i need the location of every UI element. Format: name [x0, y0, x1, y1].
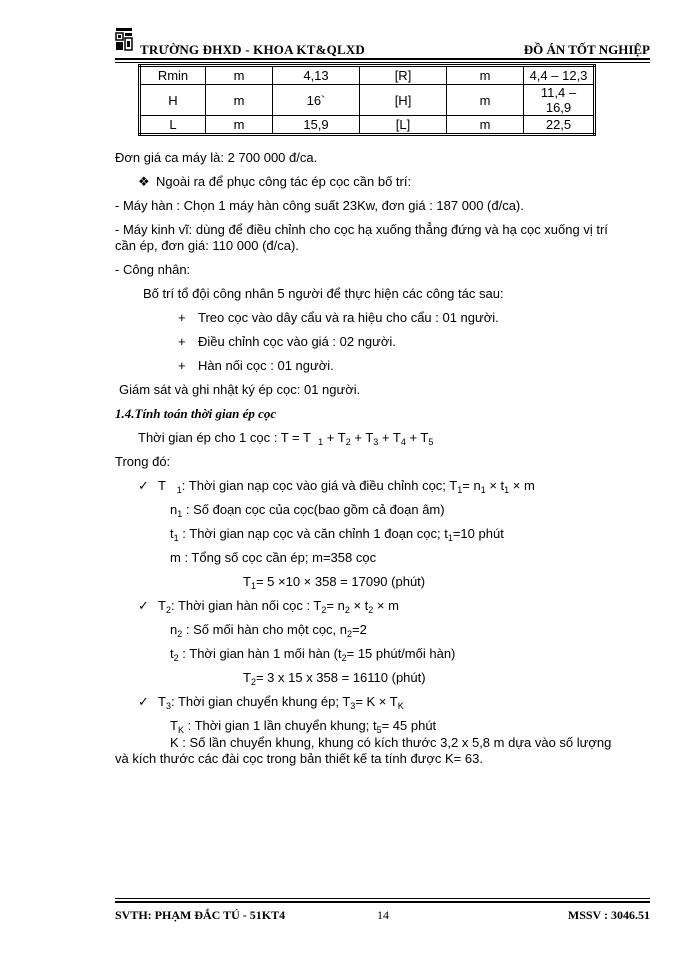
header-school: TRƯỜNG ĐHXD - KHOA KT&QLXD: [140, 42, 366, 57]
paragraph-text: Ngoài ra để phục công tác ép cọc cần bố trí:: [156, 174, 412, 189]
formula-text: : Thời gian chuyển khung ép; T: [170, 694, 351, 709]
workers-heading: - Công nhân:: [115, 262, 191, 277]
table-cell: 4,13: [273, 66, 360, 85]
formula-text: = 45 phút: [381, 718, 437, 733]
formula-text: = 5 ×10 × 358 = 17090 (phút): [255, 574, 426, 589]
m-definition: m : Tổng số cọc cần ép; m=358 cọc: [170, 550, 377, 565]
formula-text: =10 phút: [452, 526, 504, 541]
table-row: [140, 116, 595, 135]
parameter-table: [138, 64, 596, 136]
t1-definition: ✓ T $_1$: Thời gian nạp cọc vào giá và điều chỉnh cọc; $T_1= n_1 \times t_1 \times m$: [138, 478, 535, 495]
welder-paragraph: - Máy hàn : Chọn 1 máy hàn công suất 23Kw, đơn giá : 187 000 (đ/ca).: [115, 198, 524, 213]
table-cell: 11,4 – 16,9: [524, 85, 595, 116]
formula-text: : Thời gian nạp cọc vào giá và điều chỉnh cọc; T: [181, 478, 458, 493]
footer-student-id: MSSV : 3046.51: [567, 908, 650, 922]
university-logo-icon: [115, 26, 133, 52]
table-cell: Rmin: [140, 66, 206, 85]
table-cell: L: [140, 116, 206, 135]
table-cell: 16`: [273, 85, 360, 116]
section-heading-text: 1.4.Tính toán thời gian ép cọc: [115, 406, 277, 421]
section-heading: [115, 406, 276, 422]
total-time-formula: Thời gian ép cho 1 cọc : T = T $_1 + T_2 + T_3 + T_4 + T_5$: [138, 430, 434, 447]
t1-per-segment: $t_1$ : Thời gian nạp cọc và căn chỉnh 1 đoạn cọc; $t_1=10$ phút: [170, 526, 504, 543]
plus-bullet-icon: +: [178, 358, 186, 373]
table-cell: H: [140, 85, 206, 116]
list-item-text: Hàn nối cọc : 01 người.: [198, 358, 334, 373]
page-number: 14: [377, 908, 389, 922]
formula-text: = K × T: [355, 694, 398, 709]
t2-calculation: $T_2= 3$ x 15 x 358 = 16110 (phút): [243, 670, 426, 687]
table-cell: m: [447, 85, 524, 116]
table-cell: [H]: [360, 85, 447, 116]
formula-text: : Số mối hàn cho một cọc, n: [185, 622, 348, 637]
checkmark-icon: ✓: [138, 694, 149, 709]
formula-text: = 15 phút/mối hàn): [346, 646, 456, 661]
table-cell: m: [206, 66, 273, 85]
header-project: ĐỒ ÁN TỐT NGHIỆP: [523, 42, 650, 57]
supervision-paragraph: Giám sát và ghi nhật ký ép cọc: 01 người.: [119, 382, 361, 397]
header-rule-thick: [115, 58, 650, 60]
formula-text: : Thời gian 1 lần chuyển khung; t: [187, 718, 377, 733]
table-cell: 22,5: [524, 116, 595, 135]
k-definition-line2: và kích thước các đài cọc trong bản thiết kế ta tính được K= 63.: [115, 751, 483, 766]
n2-definition: $n_2$ : Số mối hàn cho một cọc, $n_2=2$: [170, 622, 367, 639]
table-cell: [L]: [360, 116, 447, 135]
list-item-text: Treo cọc vào dây cẩu và ra hiệu cho cẩu : 01 người.: [198, 310, 499, 325]
additional-equipment-paragraph: [138, 174, 411, 190]
formula-text: Thời gian ép cho 1 cọc : T = T: [138, 430, 311, 445]
formula-text: =2: [352, 622, 367, 637]
list-item: [178, 334, 396, 349]
footer-rule-thick: [115, 901, 650, 903]
footer-student: SVTH: PHẠM ĐẮC TÚ - 51KT4: [115, 908, 286, 922]
theodolite-paragraph-line1: - Máy kinh vĩ: dùng để điều chỉnh cho cọc hạ xuống thẳng đứng và hạ cọc xuống vị trí: [115, 222, 608, 237]
table-cell: m: [206, 85, 273, 116]
t3-definition: ✓ $T_3$: Thời gian chuyển khung ép; $T_3= K \times T_K$: [138, 694, 404, 711]
table-row: [140, 85, 595, 116]
t1-calculation: $T_1= 5 \times 10 \times 358 = 17090$ (phút): [243, 574, 426, 591]
checkmark-icon: ✓: [138, 598, 149, 613]
diamond-bullet-icon: ❖: [138, 174, 150, 189]
table-cell: 4,4 – 12,3: [524, 66, 595, 85]
formula-text: = 3 x 15 x 358 = 16110 (phút): [255, 670, 426, 685]
table-cell: m: [206, 116, 273, 135]
header-rule-thin: [115, 62, 650, 63]
table-row: [140, 66, 595, 85]
formula-text: : Số đoạn cọc của cọc(bao gồm cả đoạn âm): [185, 502, 445, 517]
checkmark-icon: ✓: [138, 478, 149, 493]
formula-text: : Thời gian nạp cọc và căn chỉnh 1 đoạn cọc; t: [182, 526, 448, 541]
list-item-text: Điều chỉnh cọc vào giá : 02 người.: [198, 334, 396, 349]
table-cell: [R]: [360, 66, 447, 85]
t2-definition: ✓ $T_2$: Thời gian hàn nối cọc : $T_2= n_2 \times t_2 \times m$: [138, 598, 399, 615]
footer-rule-thin: [115, 898, 650, 899]
tk-definition: $T_K$ : Thời gian 1 lần chuyển khung; $t_5= 45$ phút: [170, 718, 437, 735]
theodolite-paragraph-line2: cần ép, đơn giá: 110 000 (đ/ca).: [115, 238, 299, 253]
where-label: Trong đó:: [115, 454, 171, 469]
table-cell: 15,9: [273, 116, 360, 135]
n1-definition: $n_1$ : Số đoạn cọc của cọc(bao gồm cả đoạn âm): [170, 502, 445, 519]
table-cell: m: [447, 66, 524, 85]
table-cell: m: [447, 116, 524, 135]
k-definition-line1: K : Số lần chuyển khung, khung có kích thước 3,2 x 5,8 m dựa vào số lượng: [170, 735, 612, 750]
formula-text: : Thời gian hàn nối cọc : T: [170, 598, 322, 613]
formula-text: : Thời gian hàn 1 mối hàn (t: [182, 646, 342, 661]
t2-per-weld: $t_2$ : Thời gian hàn 1 mối hàn ($t_2= 15$ phút/mối hàn): [170, 646, 456, 663]
list-item: [178, 310, 499, 325]
plus-bullet-icon: +: [178, 334, 186, 349]
crew-paragraph: Bố trí tổ đội công nhân 5 người để thực hiện các công tác sau:: [143, 286, 504, 301]
plus-bullet-icon: +: [178, 310, 186, 325]
list-item: [178, 358, 334, 373]
machine-cost-paragraph: Đơn giá ca máy là: 2 700 000 đ/ca.: [115, 150, 318, 165]
